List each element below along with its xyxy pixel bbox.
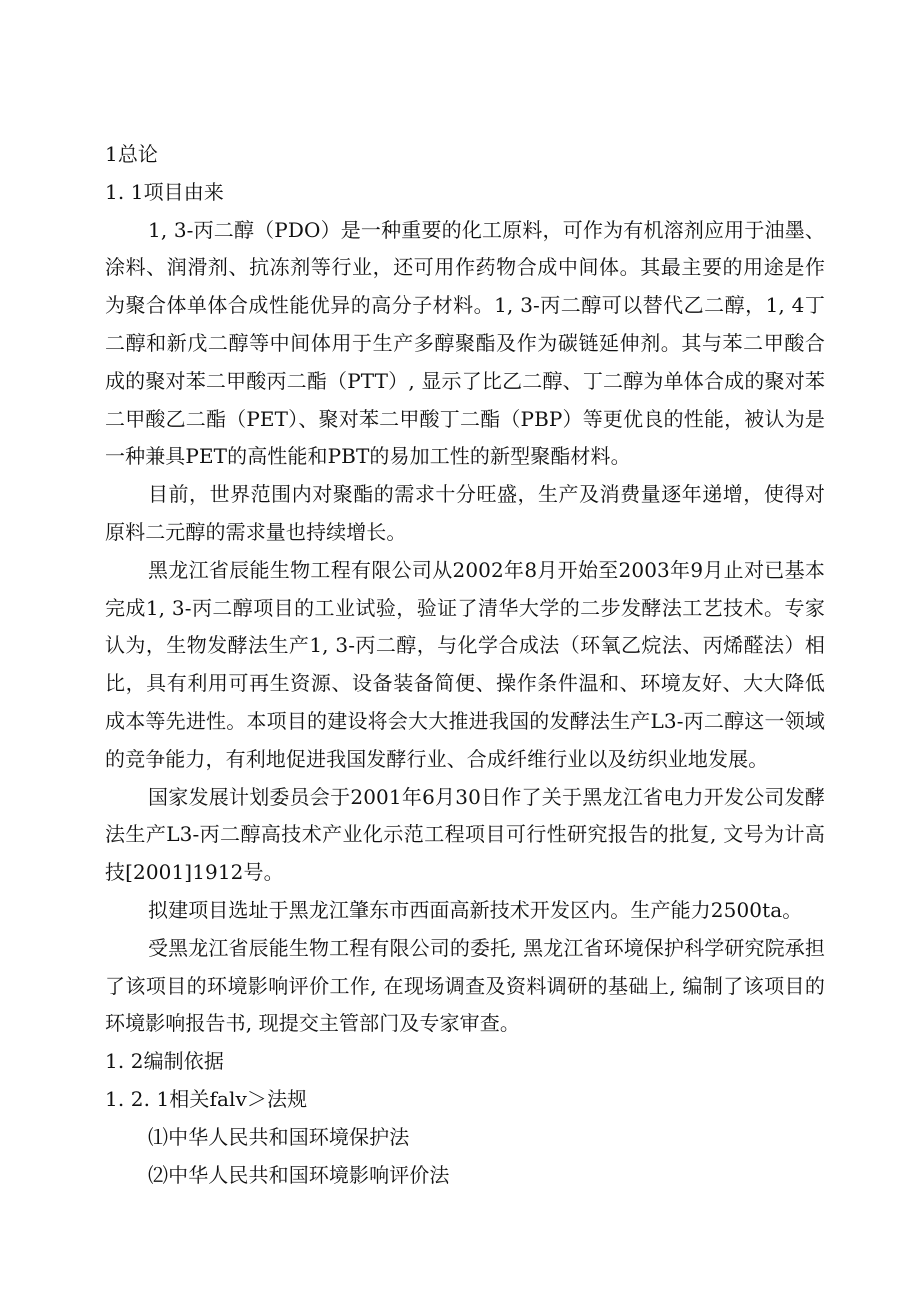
section-title-basis: 1. 2编制依据: [105, 1049, 224, 1074]
paragraph-site-capacity: 拟建项目选址于黑龙江肇东市西面高新技术开发区内。生产能力2500ta。: [148, 897, 803, 922]
subsection-title-laws: 1. 2. 1相关falv＞法规: [105, 1086, 308, 1111]
paragraph-approval: 国家发展计划委员会于2001年6月30日作了关于黑龙江省电力开发公司发酵法生产L3-丙二醇高技术产业化示范工程项目可行性研究报告的批复, 文号为计高技[2001]1912号。: [105, 784, 825, 885]
law-list-item: ⑴中华人民共和国环境保护法: [148, 1124, 410, 1149]
law-list-item: ⑵中华人民共和国环境影响评价法: [148, 1162, 450, 1187]
chapter-title: 1总论: [105, 142, 159, 166]
paragraph-pdo-overview: 1, 3-丙二醇（PDO）是一种重要的化工原料，可作为有机溶剂应用于油墨、涂料、润滑剂、抗冻剂等行业，还可用作药物合成中间体。其最主要的用途是作为聚合体单体合成性能优异的高分子材料。1, 3-丙二醇可以替代乙二醇，1, 4丁二醇和新戊二醇等中间体用于生产多醇聚酯及作为碳链延伸剂。其与苯二甲酸合成的聚对苯二甲酸丙二酯（PTT）, 显示了比乙二醇、丁二醇为单体合成的聚对苯二甲酸乙二酯（PET）、聚对苯二甲酸丁二酯（PBP）等更优良的性能，被认为是一种兼具PET的高性能和PBT的易加工性的新型聚酯材料。: [105, 217, 825, 469]
paragraph-market-demand: 目前，世界范围内对聚酯的需求十分旺盛，生产及消费量逐年递增，使得对原料二元醇的需求量也持续增长。: [105, 482, 825, 544]
paragraph-industrial-trial: 黑龙江省辰能生物工程有限公司从2002年8月开始至2003年9月止对已基本完成1, 3-丙二醇项目的工业试验，验证了清华大学的二步发酵法工艺技术。专家认为，生物发酵法生产1, 3-丙二醇，与化学合成法（环氧乙烷法、丙烯醛法）相比，具有利用可再生资源、设备装备简便、操作条件温和、环境友好、大大降低成本等先进性。本项目的建设将会大大推进我国的发酵法生产L3-丙二醇这一领域的竞争能力，有利地促进我国发酵行业、合成纤维行业以及纺织业地发展。: [105, 557, 825, 771]
section-title-project-origin: 1. 1项目由来: [105, 179, 224, 204]
document-content: [105, 136, 825, 1194]
paragraph-eia-commission: 受黑龙江省辰能生物工程有限公司的委托, 黑龙江省环境保护科学研究院承担了该项目的环境影响评价工作, 在现场调查及资料调研的基础上, 编制了该项目的环境影响报告书, 现提交主管部门及专家审查。: [105, 935, 825, 1036]
